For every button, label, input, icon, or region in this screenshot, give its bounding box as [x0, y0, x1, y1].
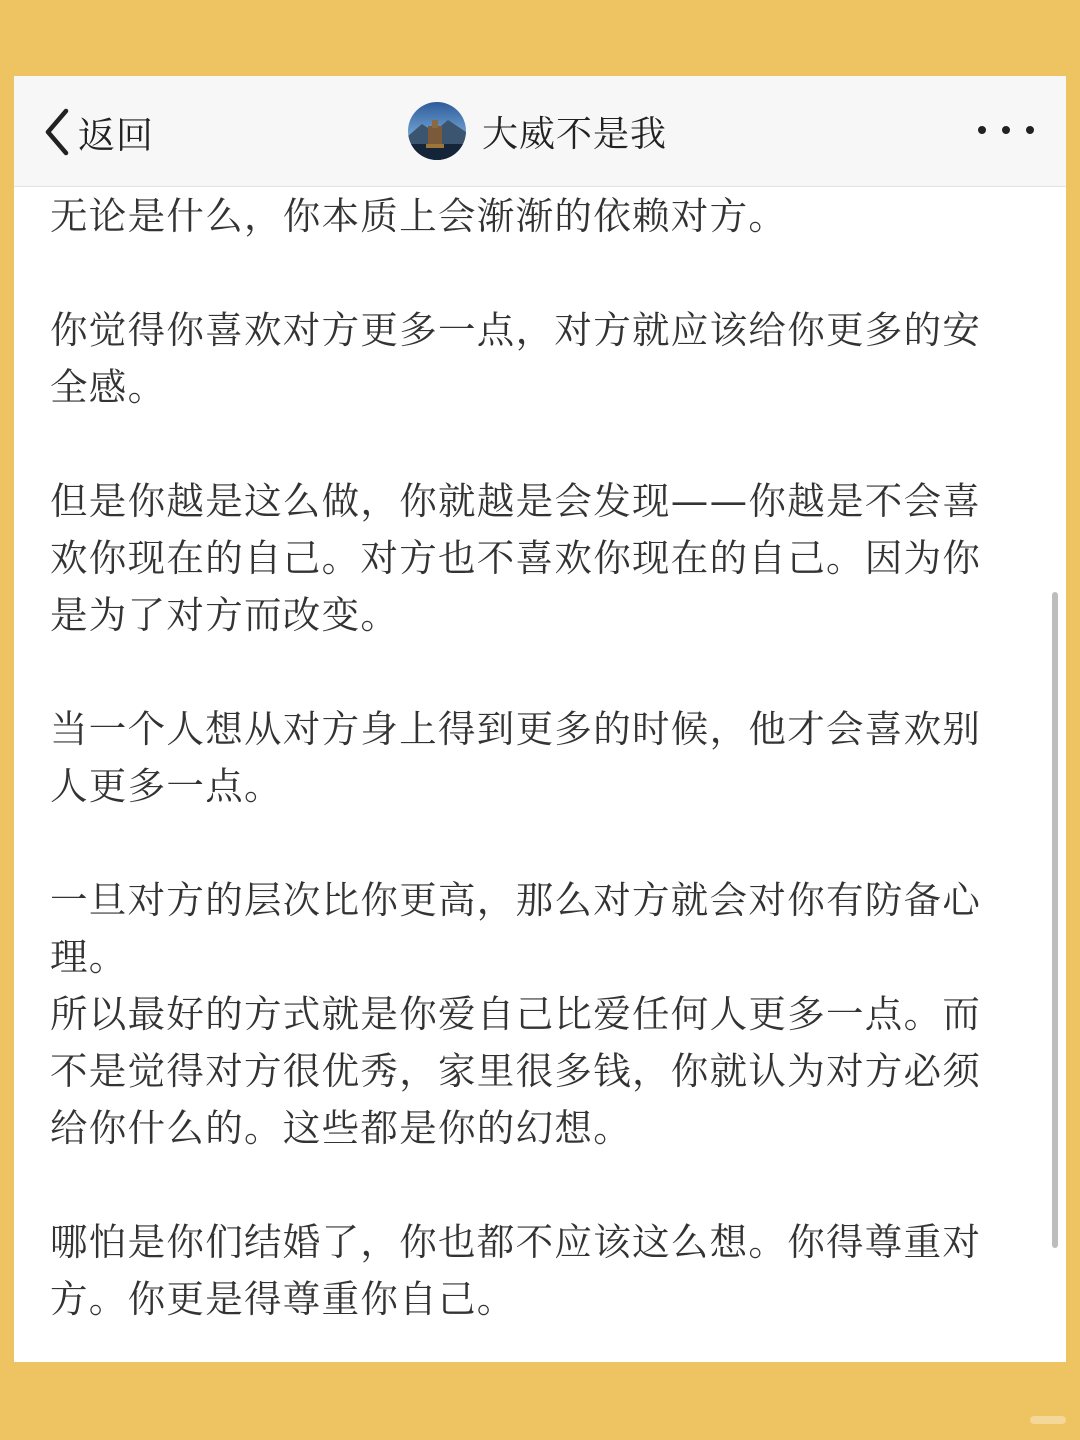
more-options-button[interactable] — [974, 116, 1038, 144]
text-line: 人更多一点。 — [50, 764, 283, 808]
text-line: 不是觉得对方很优秀，家里很多钱，你就认为对方必须 — [50, 1049, 982, 1093]
text-line: 所以最好的方式就是你爱自己比爱任何人更多一点。而 — [50, 992, 982, 1036]
back-button[interactable] — [42, 106, 154, 158]
navigation-bar — [14, 76, 1066, 187]
chat-title: 大威不是我 — [482, 113, 668, 155]
back-label: 返回 — [78, 114, 154, 157]
vertical-scrollbar[interactable] — [1052, 592, 1058, 1248]
paragraph-spacer — [50, 1157, 1018, 1214]
paragraph — [50, 473, 1018, 644]
chevron-left-icon — [42, 107, 72, 157]
text-line: 理。 — [50, 935, 128, 979]
text-line: 无论是什么，你本质上会渐渐的依赖对方。 — [50, 194, 788, 238]
paragraph — [50, 701, 1018, 815]
chat-title-area[interactable] — [408, 101, 667, 161]
text-line: 当一个人想从对方身上得到更多的时候，他才会喜欢别 — [50, 707, 982, 751]
text-line: 你觉得你喜欢对方更多一点，对方就应该给你更多的安 — [50, 308, 982, 352]
paragraph — [50, 872, 1018, 1157]
paragraph — [50, 302, 1018, 416]
phone-screen — [14, 76, 1066, 1362]
paragraph — [50, 1214, 1018, 1328]
text-line: 给你什么的。这些都是你的幻想。 — [50, 1106, 632, 1150]
paragraph-spacer — [50, 416, 1018, 473]
paragraph-spacer — [50, 644, 1018, 701]
watermark-mark — [1030, 1416, 1066, 1424]
paragraph-spacer — [50, 815, 1018, 872]
text-line: 一旦对方的层次比你更高，那么对方就会对你有防备心 — [50, 878, 982, 922]
text-line: 方。你更是得尊重你自己。 — [50, 1277, 516, 1321]
text-line: 哪怕是你们结婚了，你也都不应该这么想。你得尊重对 — [50, 1220, 982, 1264]
more-horizontal-icon — [974, 116, 1038, 144]
avatar[interactable] — [408, 102, 466, 160]
text-line: 全感。 — [50, 365, 167, 409]
text-line: 欢你现在的自己。对方也不喜欢你现在的自己。因为你 — [50, 536, 982, 580]
text-line: 是为了对方而改变。 — [50, 593, 400, 637]
paragraph — [50, 188, 1018, 245]
text-line: 但是你越是这么做，你就越是会发现——你越是不会喜 — [50, 479, 982, 523]
paragraph-spacer — [50, 245, 1018, 302]
article-body — [50, 188, 1018, 1328]
